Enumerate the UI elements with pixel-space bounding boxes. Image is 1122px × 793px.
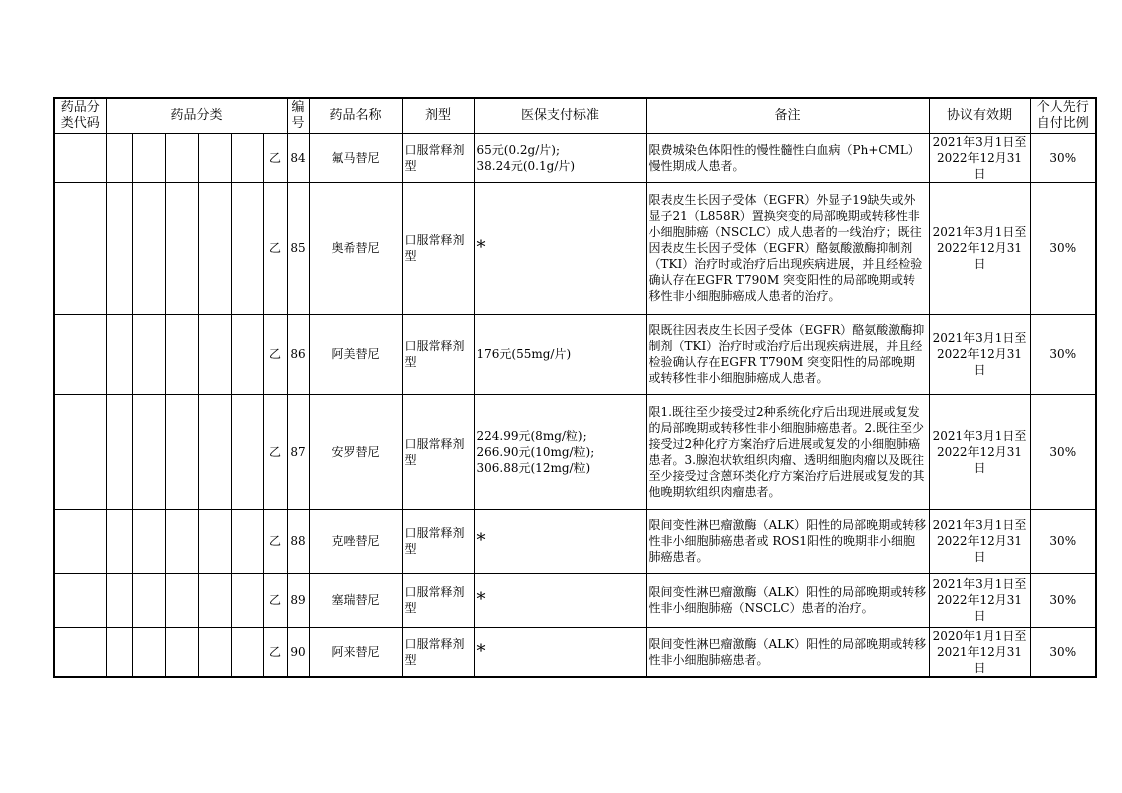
- category-level-cell: [198, 573, 231, 627]
- payment-standard-line: 38.24元(0.1g/片): [476, 158, 576, 173]
- category-level-cell: [106, 182, 132, 314]
- validity-cell: [929, 394, 1030, 509]
- table-row: [54, 509, 1096, 573]
- grade-cell: 乙: [263, 133, 287, 182]
- number-cell: 85: [287, 182, 309, 314]
- category-level-cell: [165, 573, 198, 627]
- payment-standard-line: 306.88元(12mg/粒): [476, 460, 591, 475]
- remark-cell: 限间变性淋巴瘤激酶（ALK）阳性的局部晚期或转移性非小细胞肺癌（NSCLC）患者的治疗。: [646, 573, 929, 627]
- category-level-cell: [106, 509, 132, 573]
- self-pay-ratio-cell: 30%: [1030, 627, 1096, 677]
- category-level-cell: [231, 182, 263, 314]
- validity-end: 2022年12月31日: [936, 150, 1023, 181]
- category-level-cell: [106, 314, 132, 394]
- header-ratio-line2: 自付比例: [1036, 115, 1089, 131]
- category-level-cell: [198, 509, 231, 573]
- header-dosage-form: 剂型: [402, 98, 474, 133]
- validity-cell: [929, 573, 1030, 627]
- self-pay-ratio-cell: 30%: [1030, 509, 1096, 573]
- payment-standard-line: 65元(0.2g/片);: [476, 142, 561, 157]
- validity-end: 2022年12月31日: [936, 593, 1023, 623]
- category-level-cell: [165, 133, 198, 182]
- category-code-cell: [54, 314, 106, 394]
- category-level-cell: [231, 509, 263, 573]
- category-level-cell: [106, 394, 132, 509]
- grade-cell: 乙: [263, 509, 287, 573]
- number-cell: 89: [287, 573, 309, 627]
- dosage-form-cell: 口服常释剂型: [402, 182, 474, 314]
- remark-cell: 限1.既往至少接受过2种系统化疗后出现进展或复发的局部晚期或转移性非小细胞肺癌患者。2.既往至少接受过2种化疗方案治疗后进展或复发的小细胞肺癌患者。3.腺泡状软组织肉瘤、透明细胞肉瘤以及既往至少接受过含蒽环类化疗方案治疗后进展或复发的其他晚期软组织肉瘤患者。: [646, 394, 929, 509]
- payment-standard-cell: [474, 133, 646, 182]
- header-validity: 协议有效期: [929, 98, 1030, 133]
- header-category-code-line2: 类代码: [60, 115, 100, 131]
- category-level-cell: [231, 133, 263, 182]
- validity-end: 2022年12月31日: [936, 444, 1023, 475]
- table-header-row: [54, 98, 1096, 133]
- grade-cell: 乙: [263, 314, 287, 394]
- payment-standard-cell: [474, 182, 646, 314]
- payment-standard-line: *: [476, 237, 486, 258]
- validity-start: 2020年1月1日至: [932, 628, 1027, 643]
- validity-cell: [929, 627, 1030, 677]
- category-level-cell: [165, 394, 198, 509]
- validity-cell: [929, 182, 1030, 314]
- category-code-cell: [54, 133, 106, 182]
- category-level-cell: [165, 509, 198, 573]
- number-cell: 90: [287, 627, 309, 677]
- table-row: [54, 627, 1096, 677]
- payment-standard-cell: [474, 314, 646, 394]
- payment-standard-line: *: [476, 589, 486, 610]
- self-pay-ratio-cell: 30%: [1030, 573, 1096, 627]
- category-level-cell: [165, 314, 198, 394]
- drug-name-cell: 氟马替尼: [309, 133, 402, 182]
- category-code-cell: [54, 182, 106, 314]
- category-level-cell: [231, 314, 263, 394]
- category-level-cell: [231, 394, 263, 509]
- category-level-cell: [198, 182, 231, 314]
- dosage-form-cell: 口服常释剂型: [402, 573, 474, 627]
- remark-cell: 限间变性淋巴瘤激酶（ALK）阳性的局部晚期或转移性非小细胞肺癌患者。: [646, 627, 929, 677]
- validity-start: 2021年3月1日至: [932, 428, 1027, 443]
- category-level-cell: [106, 133, 132, 182]
- header-category-code: [54, 98, 106, 133]
- validity-cell: [929, 314, 1030, 394]
- drug-name-cell: 阿美替尼: [309, 314, 402, 394]
- category-code-cell: [54, 627, 106, 677]
- header-number: [287, 98, 309, 133]
- grade-cell: 乙: [263, 182, 287, 314]
- header-drug-name: 药品名称: [309, 98, 402, 133]
- dosage-form-cell: 口服常释剂型: [402, 509, 474, 573]
- payment-standard-line: 266.90元(10mg/粒);: [476, 444, 595, 459]
- category-code-cell: [54, 394, 106, 509]
- self-pay-ratio-cell: 30%: [1030, 314, 1096, 394]
- payment-standard-line: 224.99元(8mg/粒);: [476, 428, 587, 443]
- table-row: [54, 133, 1096, 182]
- table-row: [54, 314, 1096, 394]
- self-pay-ratio-cell: 30%: [1030, 394, 1096, 509]
- validity-cell: [929, 133, 1030, 182]
- self-pay-ratio-cell: 30%: [1030, 133, 1096, 182]
- validity-end: 2021年12月31日: [936, 644, 1023, 675]
- remark-cell: 限表皮生长因子受体（EGFR）外显子19缺失或外显子21（L858R）置换突变的局部晚期或转移性非小细胞肺癌（NSCLC）成人患者的一线治疗；既往因表皮生长因子受体（EGFR）酪氨酸激酶抑制剂（TKI）治疗时或治疗后出现疾病进展，并且经检验确认存在EGFR T790M 突变阳性的局部晚期或转移性非小细胞肺癌成人患者的治疗。: [646, 182, 929, 314]
- validity-start: 2021年3月1日至: [932, 577, 1027, 591]
- validity-start: 2021年3月1日至: [932, 134, 1027, 149]
- remark-cell: 限费城染色体阳性的慢性髓性白血病（Ph+CML）慢性期成人患者。: [646, 133, 929, 182]
- header-category-code-line1: 药品分: [60, 99, 100, 115]
- dosage-form-cell: 口服常释剂型: [402, 133, 474, 182]
- drug-name-cell: 克唑替尼: [309, 509, 402, 573]
- drug-name-cell: 塞瑞替尼: [309, 573, 402, 627]
- validity-start: 2021年3月1日至: [932, 331, 1027, 345]
- table-body: [54, 133, 1096, 677]
- category-level-cell: [106, 627, 132, 677]
- validity-end: 2022年12月31日: [936, 347, 1023, 377]
- payment-standard-line: *: [476, 640, 486, 662]
- grade-cell: 乙: [263, 627, 287, 677]
- payment-standard-cell: [474, 573, 646, 627]
- category-level-cell: [231, 627, 263, 677]
- dosage-form-cell: 口服常释剂型: [402, 627, 474, 677]
- category-level-cell: [165, 182, 198, 314]
- category-code-cell: [54, 573, 106, 627]
- dosage-form-cell: 口服常释剂型: [402, 394, 474, 509]
- header-ratio-line1: 个人先行: [1036, 99, 1089, 115]
- grade-cell: 乙: [263, 573, 287, 627]
- category-code-cell: [54, 509, 106, 573]
- header-remarks: 备注: [646, 98, 929, 133]
- payment-standard-line: 176元(55mg/片): [476, 347, 572, 361]
- category-level-cell: [198, 133, 231, 182]
- validity-start: 2021年3月1日至: [932, 518, 1027, 532]
- self-pay-ratio-cell: 30%: [1030, 182, 1096, 314]
- dosage-form-cell: 口服常释剂型: [402, 314, 474, 394]
- category-level-cell: [132, 182, 165, 314]
- validity-end: 2022年12月31日: [936, 534, 1023, 564]
- category-level-cell: [106, 573, 132, 627]
- payment-standard-cell: [474, 509, 646, 573]
- category-level-cell: [165, 627, 198, 677]
- payment-standard-line: *: [476, 530, 486, 551]
- header-number-line1: 编: [291, 99, 305, 115]
- payment-standard-cell: [474, 627, 646, 677]
- table-row: [54, 394, 1096, 509]
- category-level-cell: [132, 573, 165, 627]
- remark-cell: 限既往因表皮生长因子受体（EGFR）酪氨酸激酶抑制剂（TKI）治疗时或治疗后出现疾病进展，并且经检验确认存在EGFR T790M 突变阳性的局部晚期或转移性非小细胞肺癌成人患者。: [646, 314, 929, 394]
- category-level-cell: [132, 133, 165, 182]
- number-cell: 87: [287, 394, 309, 509]
- category-level-cell: [132, 314, 165, 394]
- category-level-cell: [132, 509, 165, 573]
- drug-name-cell: 安罗替尼: [309, 394, 402, 509]
- drug-name-cell: 阿来替尼: [309, 627, 402, 677]
- category-level-cell: [198, 394, 231, 509]
- category-level-cell: [198, 314, 231, 394]
- validity-end: 2022年12月31日: [936, 241, 1023, 271]
- header-self-pay-ratio: [1030, 98, 1096, 133]
- table-row: [54, 182, 1096, 314]
- remark-cell: 限间变性淋巴瘤激酶（ALK）阳性的局部晚期或转移性非小细胞肺癌患者或 ROS1阳性的晚期非小细胞肺癌患者。: [646, 509, 929, 573]
- header-number-line2: 号: [291, 115, 305, 131]
- drug-list-table: [53, 97, 1097, 678]
- header-category: 药品分类: [106, 98, 287, 133]
- drug-name-cell: 奥希替尼: [309, 182, 402, 314]
- category-level-cell: [132, 394, 165, 509]
- grade-cell: 乙: [263, 394, 287, 509]
- payment-standard-cell: [474, 394, 646, 509]
- validity-start: 2021年3月1日至: [932, 225, 1027, 239]
- number-cell: 88: [287, 509, 309, 573]
- category-level-cell: [231, 573, 263, 627]
- number-cell: 86: [287, 314, 309, 394]
- category-level-cell: [132, 627, 165, 677]
- number-cell: 84: [287, 133, 309, 182]
- category-level-cell: [198, 627, 231, 677]
- table-row: [54, 573, 1096, 627]
- validity-cell: [929, 509, 1030, 573]
- header-payment-standard: 医保支付标准: [474, 98, 646, 133]
